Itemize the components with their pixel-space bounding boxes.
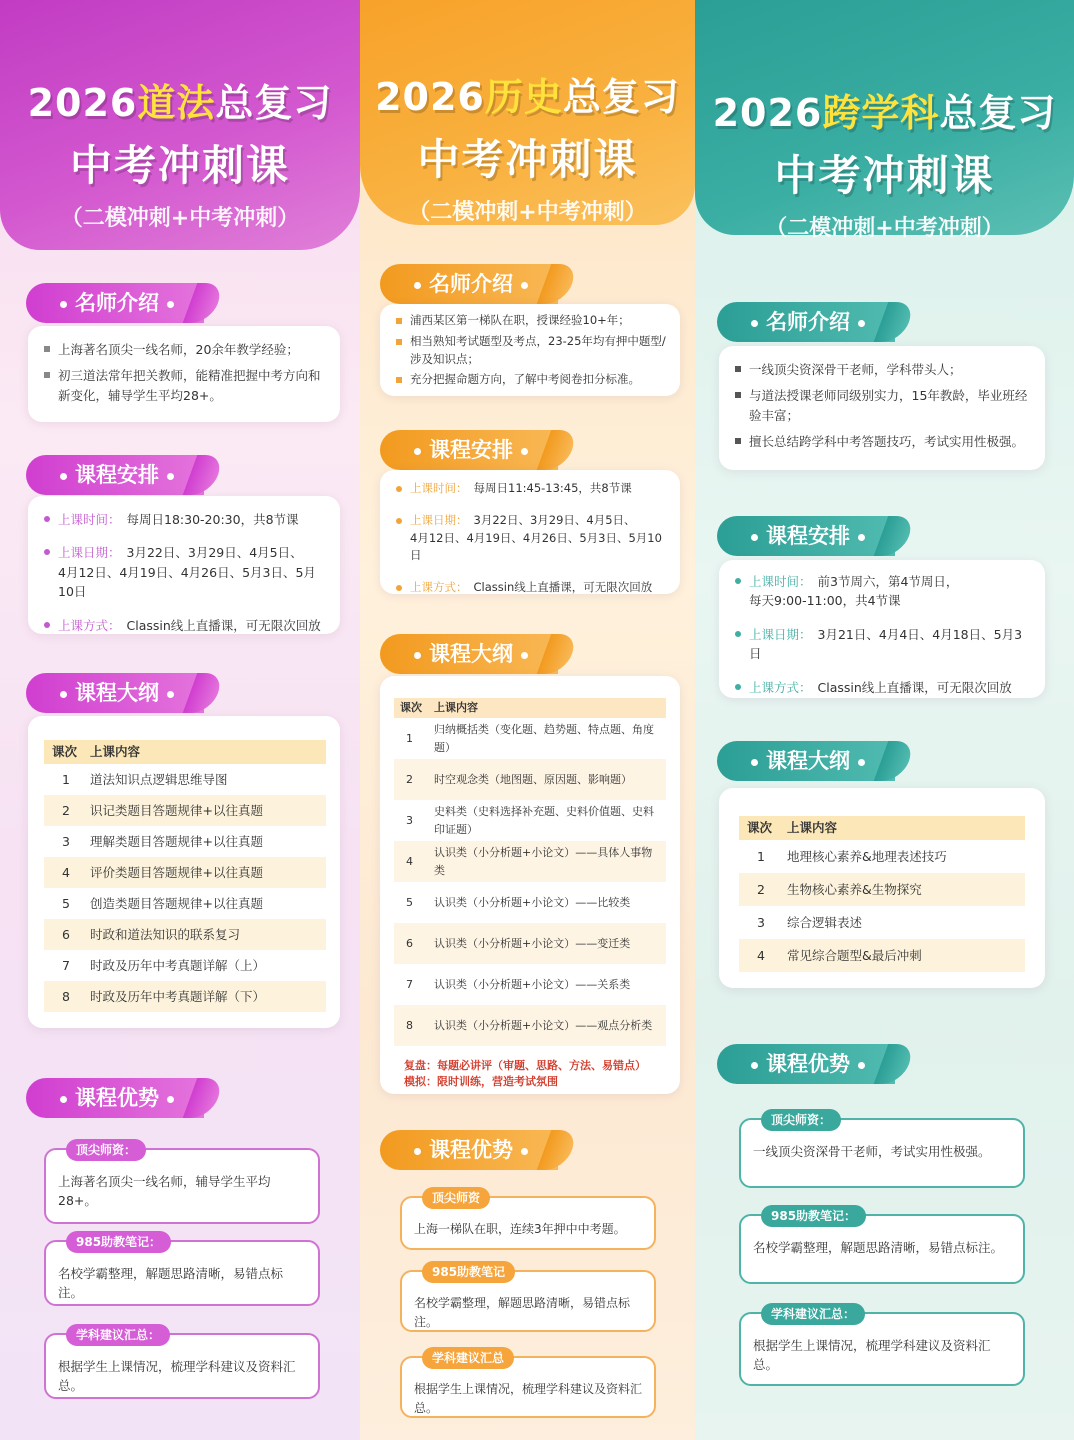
outline-row — [44, 950, 326, 981]
advantage-text: 根据学生上课情况，梳理学科建议及资料汇总。 — [753, 1338, 991, 1373]
outline-row — [44, 826, 326, 857]
outline-num: 3 — [757, 914, 765, 930]
advantage-tag: 985助教笔记： — [761, 1205, 866, 1227]
section-tag-schedule: 课程安排 — [380, 430, 558, 470]
title-suffix: 总复习 — [215, 81, 333, 125]
outline-content: 评价类题目答题规律+以往真题 — [90, 864, 263, 880]
outline-header-content: 上课内容 — [90, 744, 141, 760]
outline-num: 6 — [62, 926, 70, 942]
advantage-card — [739, 1209, 1025, 1284]
advantage-tag: 985助教笔记 — [422, 1261, 515, 1283]
outline-content: 时政和道法知识的联系复习 — [90, 926, 241, 942]
outline-num: 3 — [406, 813, 413, 827]
teacher-item: 相当熟知考试题型及考点，23-25年均有押中题型/涉及知识点； — [396, 333, 666, 369]
title-line1 — [360, 66, 695, 121]
outline-note — [404, 1058, 646, 1090]
outline-row — [739, 906, 1025, 939]
outline-num: 6 — [406, 936, 413, 950]
outline-row — [44, 764, 326, 795]
header-daofa — [0, 0, 360, 250]
column-history — [360, 0, 695, 1440]
title-line2: 中考冲刺课 — [774, 151, 995, 200]
outline-row — [394, 882, 666, 923]
outline-table — [739, 816, 1025, 972]
outline-num: 1 — [62, 771, 70, 787]
teacher-item: 一线顶尖资深骨干老师，学科带头人； — [735, 360, 1031, 379]
outline-content: 地理核心素养&地理表述技巧 — [787, 848, 947, 864]
advantage-card — [400, 1265, 656, 1332]
outline-content: 道法知识点逻辑思维导图 — [90, 771, 228, 787]
outline-num: 2 — [62, 802, 70, 818]
advantage-tag: 顶尖师资： — [761, 1109, 841, 1131]
outline-content: 史料类（史料选择补充题、史料价值题、史料印证题） — [434, 805, 654, 836]
outline-card — [380, 676, 680, 1094]
title-line1 — [695, 82, 1074, 137]
schedule-card — [380, 470, 680, 594]
outline-table — [394, 698, 666, 1046]
title-year: 2026 — [375, 75, 485, 119]
outline-num: 4 — [62, 864, 70, 880]
outline-row — [394, 1005, 666, 1046]
teacher-card — [28, 326, 340, 422]
outline-num: 7 — [62, 957, 70, 973]
title-suffix: 总复习 — [562, 75, 680, 119]
outline-header-num: 课次 — [400, 701, 422, 715]
outline-row — [739, 939, 1025, 972]
section-tag-outline: 课程大纲 — [717, 741, 895, 781]
advantage-tag: 学科建议汇总： — [761, 1303, 865, 1325]
advantage-card — [400, 1191, 656, 1250]
advantage-text: 根据学生上课情况，梳理学科建议及资料汇总。 — [414, 1382, 643, 1415]
advantage-text: 一线顶尖资深骨干老师，考试实用性极强。 — [753, 1144, 991, 1159]
advantage-text: 上海一梯队在职，连续3年押中中考题。 — [414, 1222, 626, 1236]
advantage-tag: 顶尖师资： — [66, 1139, 146, 1161]
note-mock: 模拟：限时训练，营造考试氛围 — [404, 1074, 558, 1088]
title-line2: 中考冲刺课 — [417, 135, 638, 184]
schedule-card — [28, 496, 340, 634]
teacher-item: 与道法授课老师同级别实力，15年教龄，毕业班经验丰富； — [735, 386, 1031, 425]
schedule-time: 上课时间： 每周日11:45-13:45，共8节课 — [396, 480, 666, 498]
outline-header-num: 课次 — [52, 744, 78, 760]
advantage-text: 上海著名顶尖一线名师，辅导学生平均28+。 — [58, 1174, 271, 1209]
schedule-time: 上课时间： 每周日18:30-20:30，共8节课 — [44, 510, 326, 529]
outline-row — [394, 718, 666, 759]
header-interdisciplinary — [695, 0, 1074, 241]
outline-content: 综合逻辑表述 — [787, 914, 863, 930]
teacher-item: 初三道法常年把关教师，能精准把握中考方向和新变化，辅导学生平均28+。 — [44, 366, 326, 405]
section-tag-teacher: 名师介绍 — [380, 264, 558, 304]
schedule-dates: 上课日期： 3月22日、3月29日、4月5日、 4月12日、4月19日、4月26日、5月3日、5月10日 — [396, 512, 666, 565]
note-review: 复盘：每题必讲评（审题、思路、方法、易错点） — [404, 1059, 646, 1072]
schedule-mode: 上课方式： Classin线上直播课，可无限次回放 — [735, 678, 1031, 697]
schedule-mode: 上课方式： Classin线上直播课，可无限次回放 — [396, 579, 666, 597]
section-tag-schedule: 课程安排 — [26, 455, 204, 495]
outline-header-num: 课次 — [747, 820, 773, 836]
advantage-card — [44, 1328, 320, 1399]
section-tag-teacher: 名师介绍 — [26, 283, 204, 323]
section-tag-outline: 课程大纲 — [380, 634, 558, 674]
outline-content: 认识类（小分析题+小论文）——具体人事物类 — [434, 846, 653, 877]
advantage-card — [739, 1307, 1025, 1386]
outline-num: 2 — [406, 772, 413, 786]
outline-content: 理解类题目答题规律+以往真题 — [90, 833, 263, 849]
schedule-card — [719, 560, 1045, 698]
outline-content: 常见综合题型&最后冲刺 — [787, 947, 922, 963]
advantage-text: 根据学生上课情况，梳理学科建议及资料汇总。 — [58, 1359, 296, 1394]
title-suffix: 总复习 — [939, 91, 1057, 135]
title-subject: 道法 — [137, 81, 216, 125]
outline-header-content: 上课内容 — [787, 820, 838, 836]
outline-table — [44, 740, 326, 1012]
teacher-card — [719, 346, 1045, 470]
outline-num: 4 — [757, 947, 765, 963]
outline-row — [44, 981, 326, 1012]
section-tag-outline: 课程大纲 — [26, 673, 204, 713]
section-tag-advantages: 课程优势 — [717, 1044, 895, 1084]
outline-row — [44, 919, 326, 950]
title-line3: （二模冲刺+中考冲刺） — [408, 200, 647, 225]
outline-content: 认识类（小分析题+小论文）——变迁类 — [434, 936, 631, 950]
title-year: 2026 — [712, 91, 823, 135]
advantage-card — [400, 1351, 656, 1418]
outline-num: 4 — [406, 854, 413, 868]
outline-content: 认识类（小分析题+小论文）——关系类 — [434, 977, 631, 991]
outline-row — [394, 759, 666, 800]
advantage-card — [44, 1235, 320, 1306]
outline-content: 归纳概括类（变化题、趋势题、特点题、角度题） — [434, 723, 654, 754]
advantage-text: 名校学霸整理，解题思路清晰，易错点标注。 — [753, 1240, 1004, 1255]
advantage-tag: 985助教笔记： — [66, 1231, 171, 1253]
outline-content: 生物核心素养&生物探究 — [787, 881, 922, 897]
outline-num: 1 — [406, 731, 413, 745]
outline-num: 5 — [62, 895, 70, 911]
outline-row — [739, 873, 1025, 906]
advantage-tag: 学科建议汇总 — [422, 1347, 514, 1369]
outline-num: 8 — [62, 988, 70, 1004]
outline-content: 认识类（小分析题+小论文）——观点分析类 — [434, 1018, 653, 1032]
outline-header-content: 上课内容 — [434, 701, 478, 715]
outline-num: 2 — [757, 881, 765, 897]
outline-card — [28, 716, 340, 1028]
section-tag-schedule: 课程安排 — [717, 516, 895, 556]
outline-row — [44, 857, 326, 888]
section-tag-advantages: 课程优势 — [380, 1130, 558, 1170]
outline-row — [394, 923, 666, 964]
outline-num: 8 — [406, 1018, 413, 1032]
title-subject: 跨学科 — [822, 91, 940, 135]
title-line3: （二模冲刺+中考冲刺） — [765, 216, 1004, 241]
column-interdisciplinary — [695, 0, 1074, 1440]
title-line1 — [0, 72, 360, 127]
outline-row — [44, 795, 326, 826]
schedule-mode: 上课方式： Classin线上直播课，可无限次回放 — [44, 616, 326, 635]
outline-card — [719, 788, 1045, 988]
outline-num: 5 — [406, 895, 413, 909]
schedule-dates: 上课日期： 3月21日、4月4日、4月18日、5月3日 — [735, 625, 1031, 664]
outline-row — [394, 800, 666, 841]
advantage-card — [739, 1113, 1025, 1188]
outline-num: 3 — [62, 833, 70, 849]
teacher-card — [380, 304, 680, 396]
teacher-item: 上海著名顶尖一线名师，20余年教学经验； — [44, 340, 326, 359]
outline-num: 7 — [406, 977, 413, 991]
outline-row — [739, 840, 1025, 873]
outline-row — [44, 888, 326, 919]
schedule-time: 上课时间： 前3节周六，第4节周日， 每天9:00-11:00，共4节课 — [735, 572, 1031, 611]
title-line2: 中考冲刺课 — [69, 141, 290, 190]
advantage-text: 名校学霸整理，解题思路清晰，易错点标注。 — [58, 1266, 284, 1301]
teacher-item: 浦西某区第一梯队在职，授课经验10+年； — [396, 312, 666, 330]
column-daofa — [0, 0, 360, 1440]
section-tag-teacher: 名师介绍 — [717, 302, 895, 342]
advantage-card — [44, 1143, 320, 1224]
outline-content: 识记类题目答题规律+以往真题 — [90, 802, 263, 818]
advantage-tag: 学科建议汇总： — [66, 1324, 170, 1346]
outline-content: 时政及历年中考真题详解（上） — [90, 957, 266, 973]
outline-row — [394, 964, 666, 1005]
outline-content: 认识类（小分析题+小论文）——比较类 — [434, 895, 631, 909]
header-history — [360, 0, 695, 225]
outline-content: 创造类题目答题规律+以往真题 — [90, 895, 263, 911]
outline-content: 时空观念类（地图题、原因题、影响题） — [434, 772, 632, 786]
advantage-text: 名校学霸整理，解题思路清晰，易错点标注。 — [414, 1296, 631, 1329]
section-tag-advantages: 课程优势 — [26, 1078, 204, 1118]
advantage-tag: 顶尖师资 — [422, 1187, 490, 1209]
title-line3: （二模冲刺+中考冲刺） — [60, 206, 300, 231]
title-year: 2026 — [27, 81, 138, 125]
teacher-item: 充分把握命题方向，了解中考阅卷扣分标准。 — [396, 371, 666, 389]
title-subject: 历史 — [484, 75, 563, 119]
outline-num: 1 — [757, 848, 765, 864]
teacher-item: 擅长总结跨学科中考答题技巧，考试实用性极强。 — [735, 432, 1031, 451]
outline-row — [394, 841, 666, 882]
schedule-dates: 上课日期： 3月22日、3月29日、4月5日、 4月12日、4月19日、4月26日、5月3日、5月10日 — [44, 543, 326, 601]
outline-content: 时政及历年中考真题详解（下） — [90, 988, 266, 1004]
